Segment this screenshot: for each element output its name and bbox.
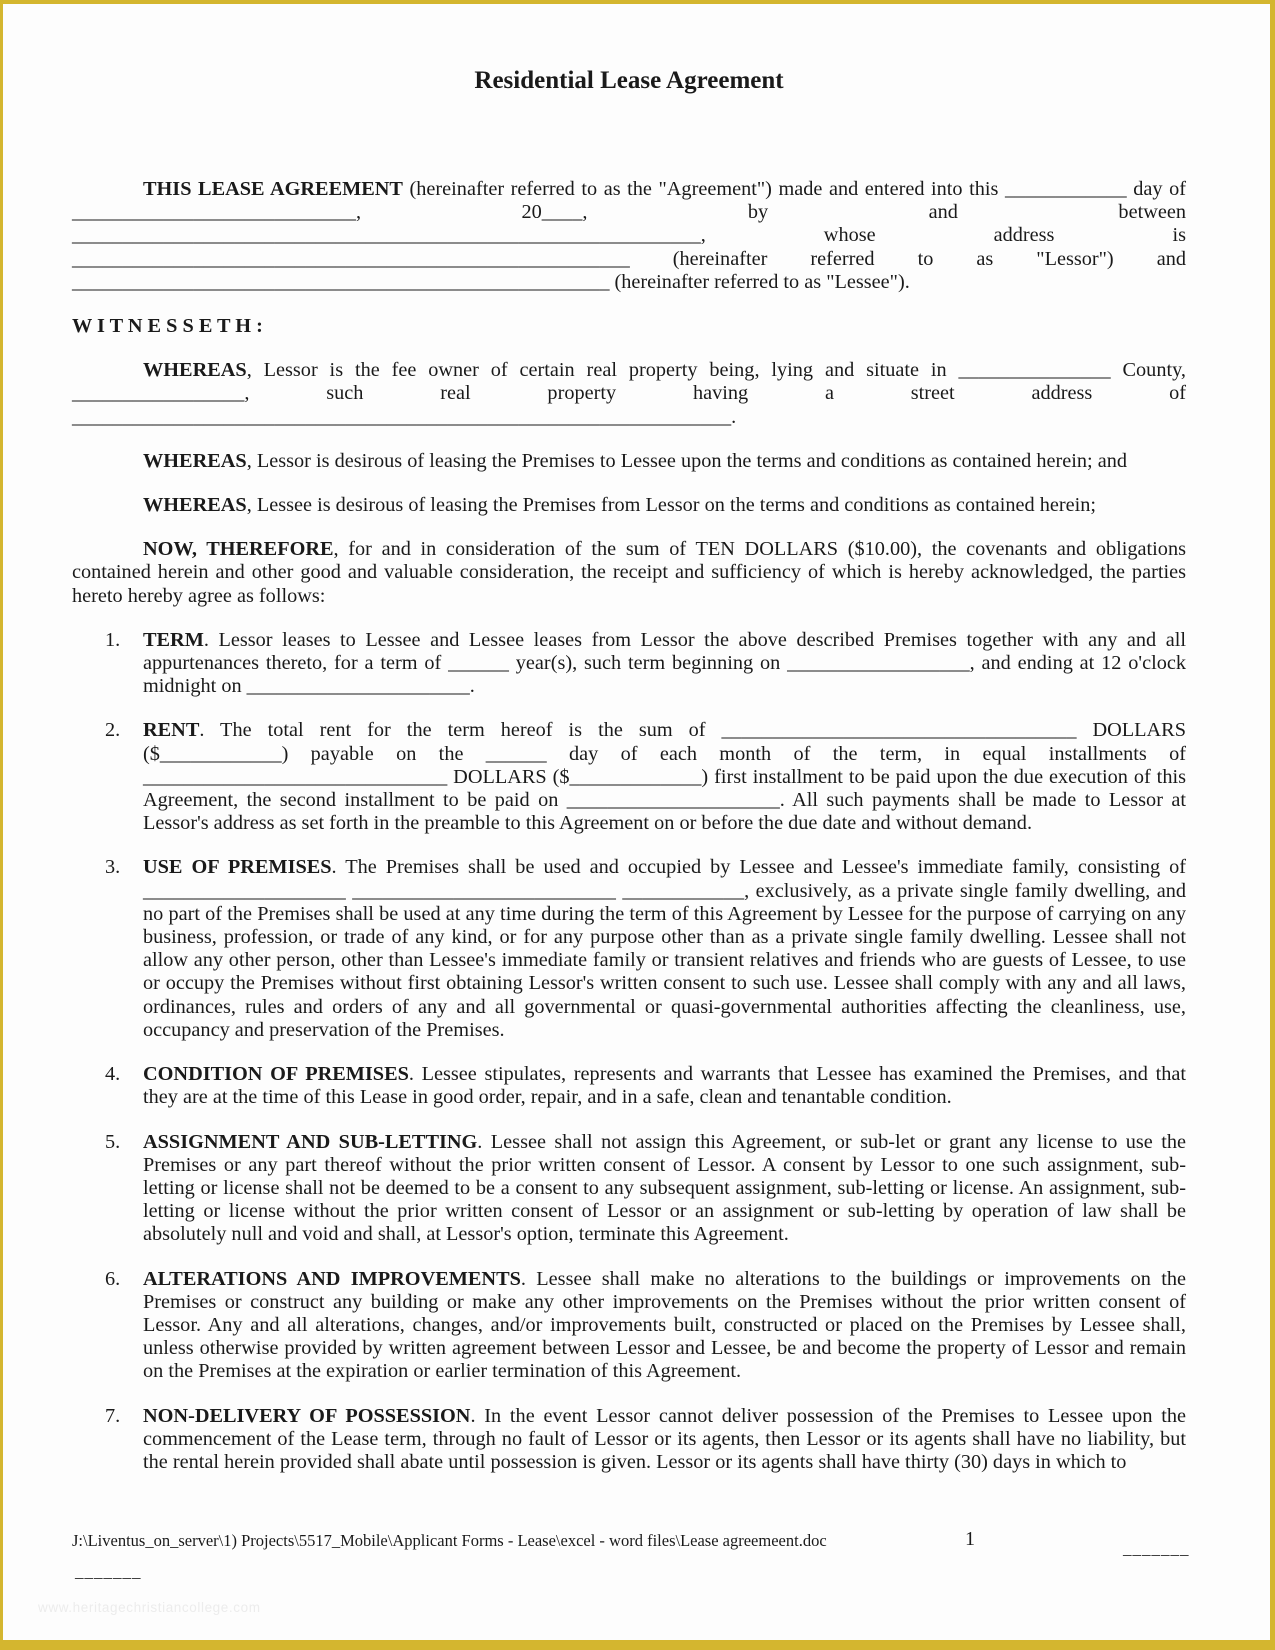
- section-number: 1.: [105, 628, 121, 651]
- section-number: 6.: [105, 1267, 121, 1290]
- recital-body-text: , Lessor is the fee owner of certain real property being, lying and situate in _______________ County, _________________, such real property having a street address of _________________________________________________________________.: [72, 359, 1186, 428]
- section-heading: USE OF PREMISES: [143, 856, 332, 879]
- section-body-text: . In the event Lessor cannot deliver possession of the Premises to Lessee upon the commencement of the Lease term, through no fault of Lessor or its agents, then Lessor or its agents shall have no liability, but the rental herein provided shall abate until possession is given. Lessor or its agents shall have thirty (30) days in which to: [143, 1404, 1186, 1473]
- section-number: 4.: [105, 1063, 121, 1086]
- section-number: 5.: [105, 1130, 121, 1153]
- document-content: [3, 4, 1270, 1474]
- page-title: Residential Lease Agreement: [474, 67, 784, 94]
- footer-page-number: 1: [965, 1528, 975, 1550]
- intro-paragraph: [72, 178, 1186, 294]
- witnesseth-heading: W I T N E S S E T H :: [72, 315, 263, 338]
- section-body-text: . Lessee shall make no alterations to the buildings or improvements on the Premises or construct any building or make any other improvements on the Premises without the prior written consent of Lessor. Any and all alterations, changes, and/or improvements built, constructed or placed on the Premises by Lessee shall, unless otherwise provided by written agreement between Lessor and Lessee, be and become the property of Lessor and remain on the Premises at the expiration or earlier termination of this Agreement.: [143, 1267, 1186, 1383]
- section-heading: ASSIGNMENT AND SUB-LETTING: [143, 1130, 478, 1153]
- recital-paragraph: [72, 359, 1186, 429]
- recital-lead-text: WHEREAS: [143, 359, 247, 382]
- section-item-term: [72, 629, 1186, 699]
- section-number: 7.: [105, 1404, 121, 1427]
- section-number: 2.: [105, 719, 121, 742]
- section-body-text: . Lessor leases to Lessee and Lessee leases from Lessor the above described Premises together with any and all appurtenances thereto, for a term of ______ year(s), such term beginning on __________________, and ending at 12 o'clock midnight on ______________________.: [143, 628, 1186, 698]
- footer-blank-line-right: _______: [1123, 1539, 1190, 1558]
- recital-lead-text: NOW, THEREFORE: [143, 538, 334, 561]
- section-item-alterations-improvements: [72, 1268, 1186, 1384]
- intro-body-text: (hereinafter referred to as the "Agreement") made and entered into this ____________ day of ____________________________, 20____, by and between ______________________________________________________________, whose address is _______________________________________________________ (hereinafter referred to as "Lessor") and _____________________________________________________ (hereinafter referred to as "Lessee").: [72, 178, 1186, 293]
- section-body-text: . The total rent for the term hereof is the sum of ___________________________________ DOLLARS ($____________) payable on the ______ day of each month of the term, in equal installments of ______________________________ DOLLARS ($_____________) first installment to be paid upon the due execution of this Agreement, the second installment to be paid on _____________________. All such payments shall be made to Lessor at Lessor's address as set forth in the preamble to this Agreement on or before the due date and without demand.: [143, 719, 1186, 835]
- recital-body-text: , Lessee is desirous of leasing the Premises from Lessor on the terms and conditions as contained herein;: [246, 494, 1097, 517]
- section-item-condition-of-premises: [72, 1063, 1186, 1109]
- section-body-text: . The Premises shall be used and occupied by Lessee and Lessee's immediate family, consisting of ____________________ __________________________ ____________, exclusively, as a private single family dwelling, and no part of the Premises shall be used at any time during the term of this Agreement by Lessee for the purpose of carrying on any business, profession, or trade of any kind, or for any purpose other than as a private single family dwelling. Lessee shall not allow any other person, other than Lessee's immediate family or transient relatives and friends who are guests of Lessee, to use or occupy the Premises without first obtaining Lessor's written consent to such use. Lessee shall comply with any and all laws, ordinances, rules and orders of any and all governmental or quasi-governmental authorities affecting the cleanliness, use, occupancy and preservation of the Premises.: [143, 856, 1186, 1041]
- section-heading: ALTERATIONS AND IMPROVEMENTS: [143, 1267, 521, 1290]
- section-item-assignment-sub-letting: [72, 1131, 1186, 1247]
- section-heading: RENT: [143, 719, 200, 742]
- recital-paragraph: [72, 538, 1186, 608]
- section-number: 3.: [105, 856, 121, 879]
- recital-lead-text: WHEREAS: [143, 494, 247, 517]
- intro-lead-text: THIS LEASE AGREEMENT: [143, 178, 403, 200]
- section-heading: NON-DELIVERY OF POSSESSION: [143, 1404, 471, 1427]
- recital-paragraph: [72, 494, 1186, 517]
- recital-body-text: , for and in consideration of the sum of TEN DOLLARS ($10.00), the covenants and obligations contained herein and other good and valuable consideration, the receipt and sufficiency of which is hereby acknowledged, the parties hereto hereby agree as follows:: [72, 538, 1186, 607]
- watermark-text: www.heritagechristiancollege.com: [38, 1600, 261, 1615]
- section-item-use-of-premises: [72, 856, 1186, 1042]
- footer-file-path: J:\Liventus_on_server\1) Projects\5517_Mobile\Applicant Forms - Lease\excel - word files\Lease agreemeent.doc: [72, 1531, 827, 1550]
- section-heading: TERM: [143, 628, 204, 651]
- section-body-text: . Lessee shall not assign this Agreement, or sub-let or grant any license to use the Premises or any part thereof without the prior written consent of Lessor. A consent by Lessor to one such assignment, sub-letting or license shall not be deemed to be a consent to any subsequent assignment, sub-letting or license. An assignment, sub-letting or license without the prior written consent of Lessor or an assignment or sub-letting by operation of law shall be absolutely null and void and shall, at Lessor's option, terminate this Agreement.: [143, 1130, 1186, 1246]
- recital-lead-text: WHEREAS: [143, 449, 247, 472]
- recital-paragraph: [72, 450, 1186, 473]
- recital-body-text: , Lessor is desirous of leasing the Premises to Lessee upon the terms and conditions as contained herein; and: [246, 449, 1128, 472]
- section-item-non-delivery-of-possession: [72, 1405, 1186, 1475]
- section-heading: CONDITION OF PREMISES: [143, 1063, 409, 1086]
- section-body-text: . Lessee stipulates, represents and warrants that Lessee has examined the Premises, and that they are at the time of this Lease in good order, repair, and in a safe, clean and tenantable condition.: [143, 1063, 1186, 1109]
- section-item-rent: [72, 719, 1186, 835]
- footer-blank-line-left: _______: [75, 1562, 142, 1581]
